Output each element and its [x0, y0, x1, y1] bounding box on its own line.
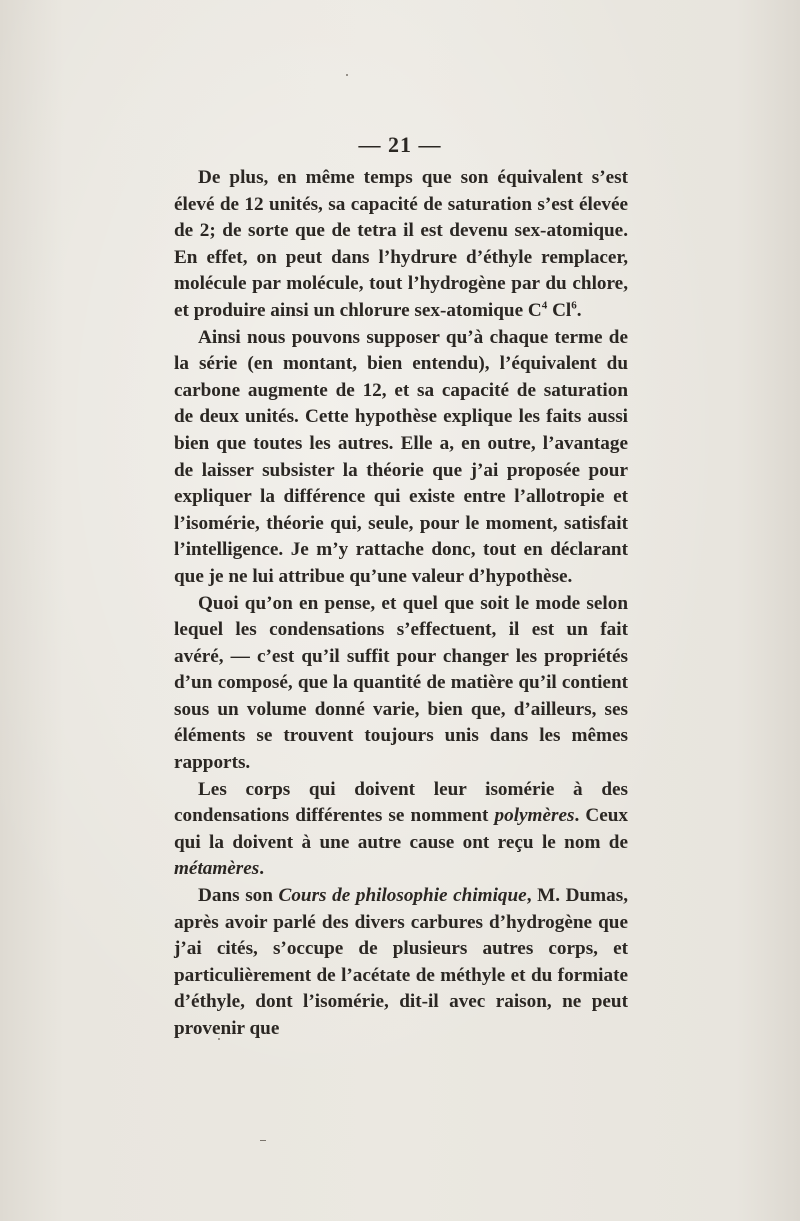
chemical-subscript-chlorine: 6 [571, 299, 577, 312]
paragraph-1 [174, 165, 628, 325]
paragraph-4-end: . [259, 858, 265, 880]
paragraph-1-text: De plus, en même temps que son équivalent s’est élevé de 12 unités, sa capacité de saturation s’est élevée de 2; de sorte que de tetra il est devenu sex-atomique. En effet, on peut dans l’hydrure d’éthyle remplacer, molécule par molécule, tout l’hydrogène par du chlore, et produire ainsi un chlorure sex-atomique C [174, 167, 628, 321]
page-number: — 21 — [358, 132, 442, 157]
paragraph-4 [174, 777, 628, 883]
chemical-symbol-chlorine: Cl [547, 299, 572, 321]
paragraph-5-text: Dans son [198, 885, 279, 907]
chemical-subscript-carbon: 4 [541, 299, 548, 312]
paragraph-1-end: . [576, 299, 582, 321]
term-metameres: métamères [174, 858, 260, 880]
paragraph-2: Ainsi nous pouvons supposer qu’à chaque terme de la série (en montant, bien entendu), l’équivalent du carbone augmente de 12, et sa capacité de saturation de deux unités. Cette hypothèse explique les faits aussi bien que toutes les autres. Elle a, en outre, l’avantage de laisser subsister la théorie que j’ai proposée pour expliquer la différence qui existe entre l’allotropie et l’isomérie, théorie qui, seule, pour le moment, satisfait l’intelligence. Je m’y rattache donc, tout en déclarant que je ne lui attribue qu’une valeur d’hypothèse. [174, 326, 628, 587]
term-polymeres: polymères [494, 805, 575, 827]
paragraph-3: Quoi qu’on en pense, et quel que soit le mode selon lequel les condensations s’effectuent, il est un fait avéré, — c’est qu’il suffit pour changer les propriétés d’un composé, que la quantité de matière qu’il contient sous un volume donné varie, bien que, d’ailleurs, ses éléments se trouvent toujours unis dans les mêmes rapports. [174, 592, 628, 774]
book-title: Cours de philosophie chimique [278, 885, 527, 907]
body-text [174, 165, 628, 1043]
paper-speck [346, 74, 348, 76]
paper-speck [260, 1140, 266, 1141]
paragraph-5 [174, 883, 628, 1043]
paragraph-4-middle: . Ceux qui la doivent à une autre cause ont reçu le nom de [174, 805, 629, 853]
paragraph-5-rest: , M. Dumas, après avoir parlé des divers carbures d’hydrogène que j’ai cités, s’occupe de plusieurs autres corps, et particulièrement de l’acétate de méthyle et du formiate d’éthyle, dont l’isomérie, dit-il avec raison, ne peut provenir que [174, 885, 628, 1039]
paragraph-4-text: Les corps qui doivent leur isomérie à des condensations différentes se nomment [174, 778, 628, 827]
